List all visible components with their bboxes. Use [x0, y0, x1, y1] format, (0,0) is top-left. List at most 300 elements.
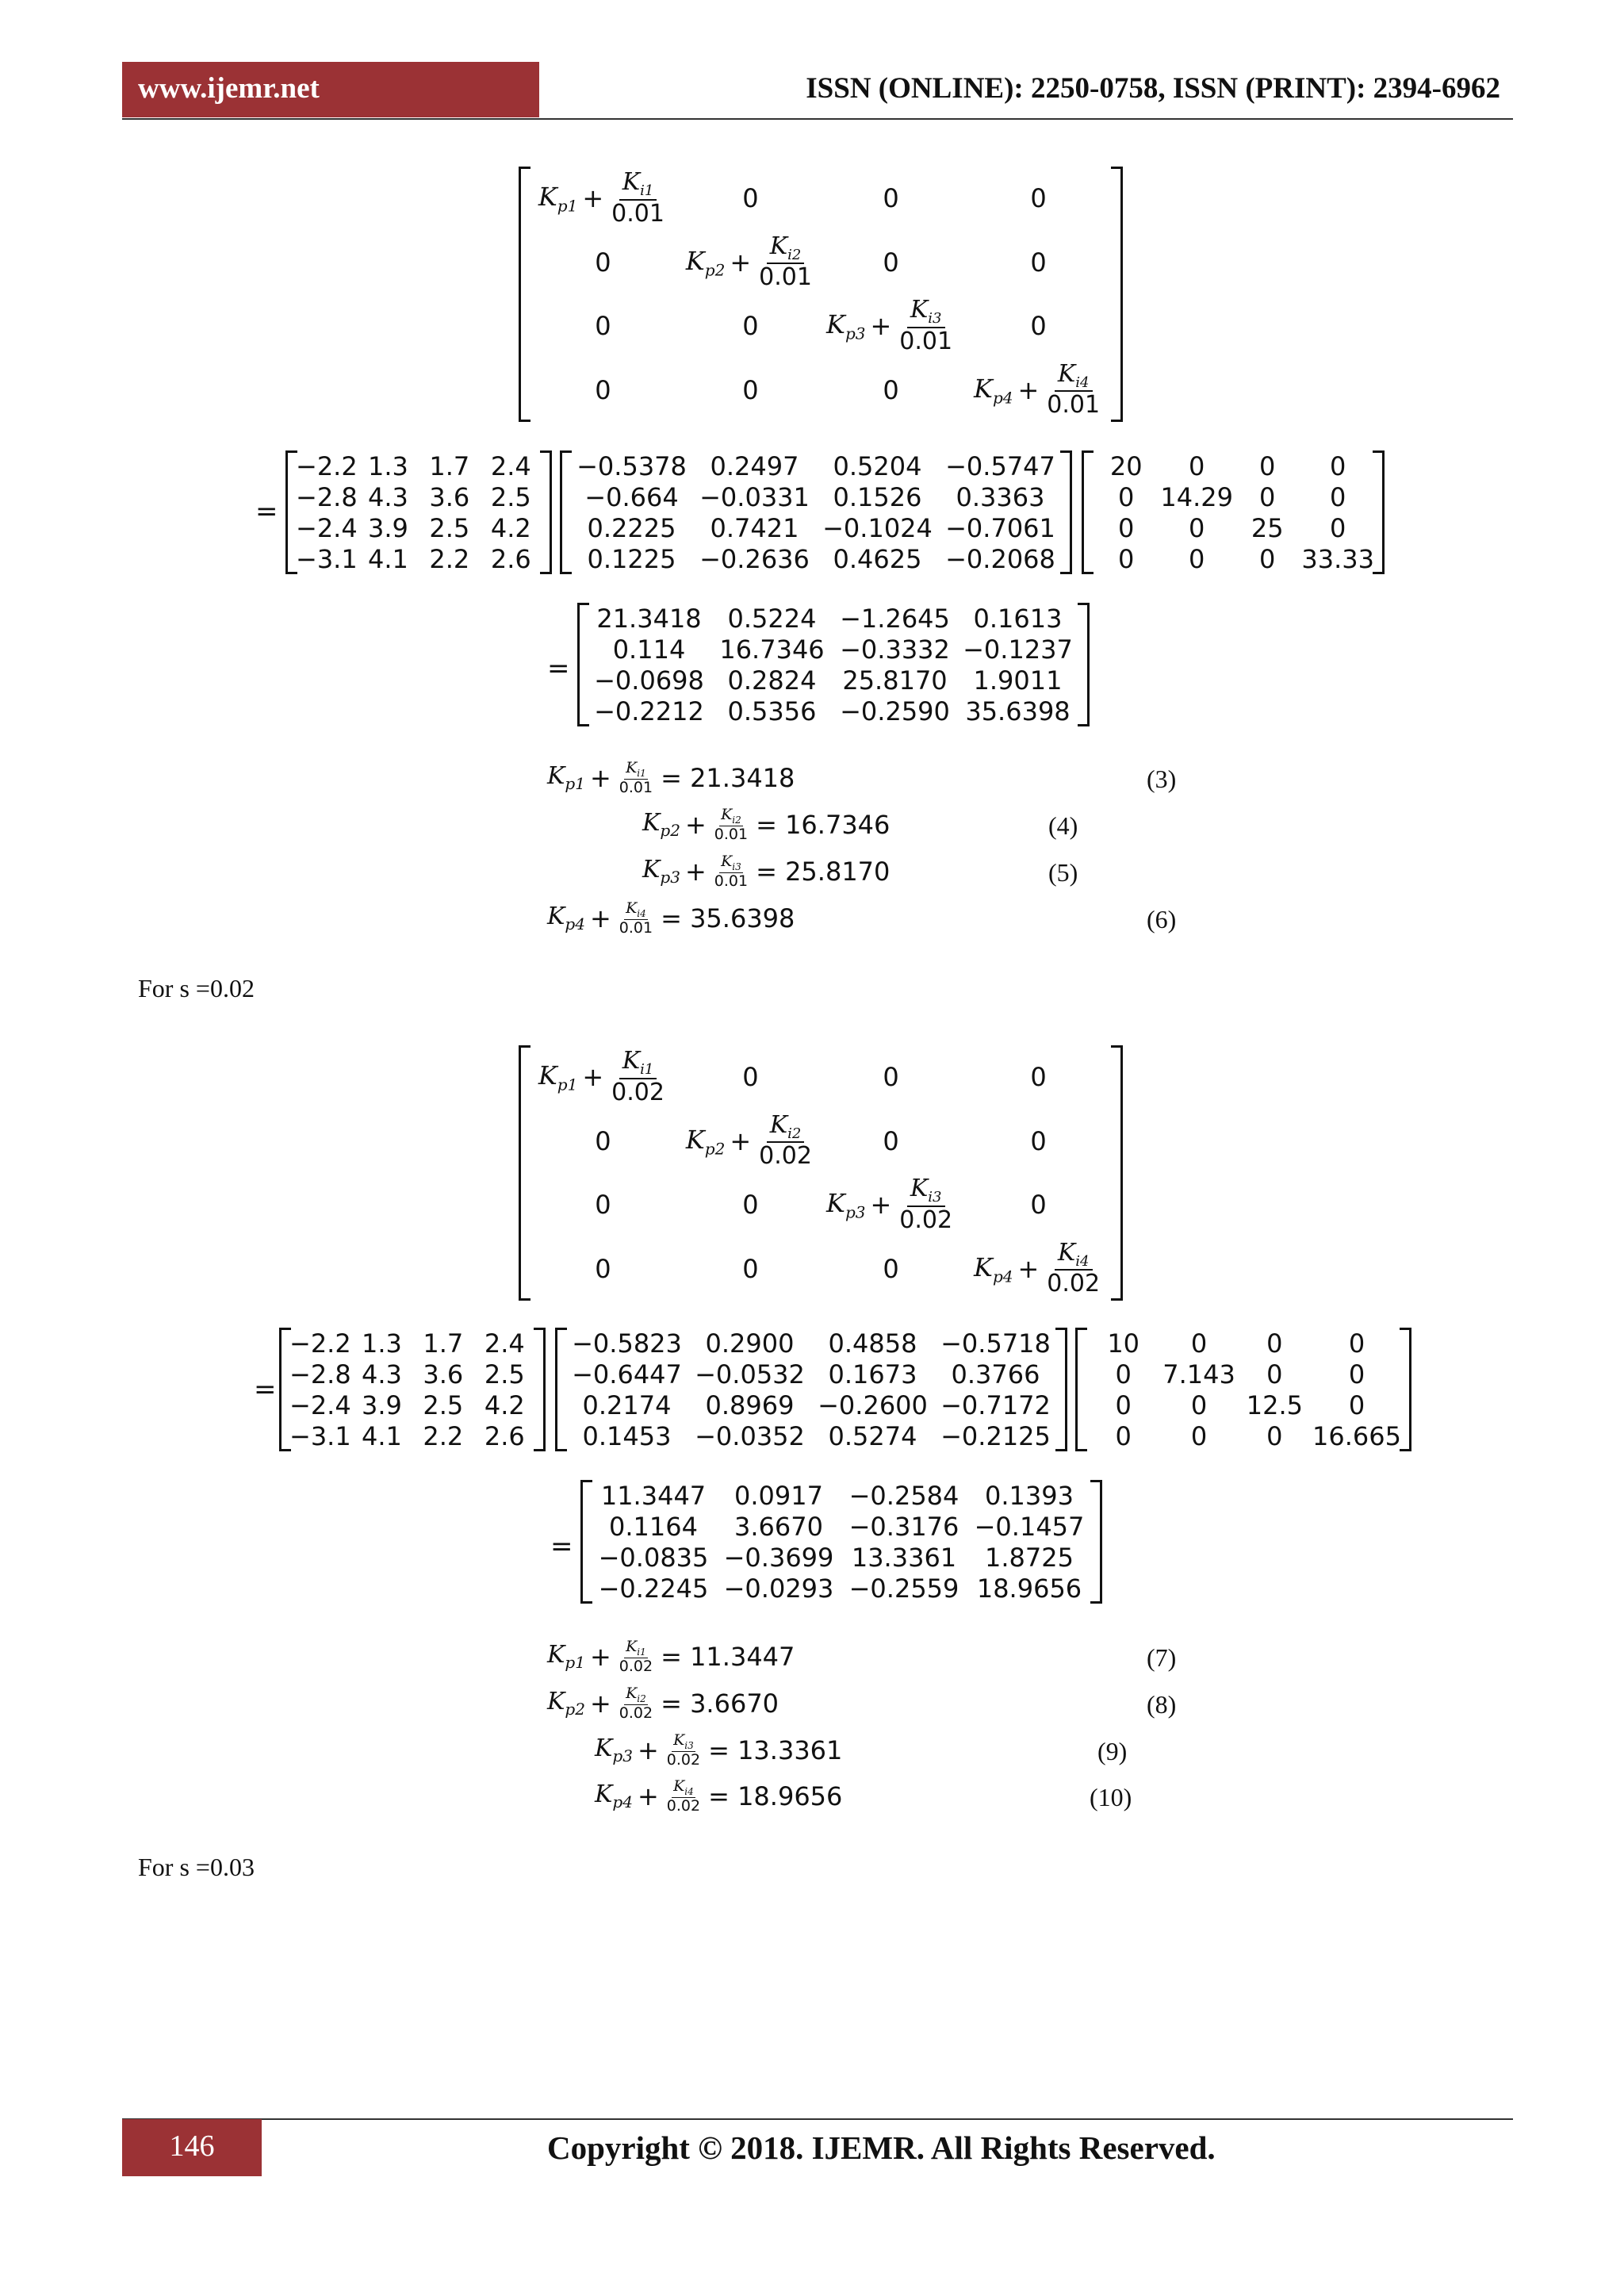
B-cell-2-0: 0.2225: [587, 512, 676, 543]
zero-entry: 0: [742, 183, 759, 214]
kp-subscript: p1: [565, 1653, 585, 1673]
A-cell-1-0: −2.8: [289, 1359, 351, 1389]
C-cell-0-2: 0: [1259, 450, 1276, 481]
C-cell-1-1: 7.143: [1162, 1359, 1235, 1389]
plus-sign: +: [582, 183, 604, 214]
A-cell-2-0: −2.4: [289, 1389, 351, 1420]
ki-symbol: K: [721, 806, 733, 823]
zero-entry: 0: [742, 374, 759, 405]
ki-subscript: i4: [637, 907, 646, 919]
ki-symbol: K: [626, 899, 638, 917]
ki-fraction: [619, 1639, 653, 1675]
result-matrix-1: [577, 603, 1090, 726]
equation-value: = 18.9656: [708, 1780, 843, 1811]
gain-cell-2-0: [526, 1173, 680, 1237]
B-cell-0-1: 0.2900: [705, 1328, 795, 1359]
R-cell-1-1: 3.6670: [734, 1511, 823, 1542]
ki-fraction: [619, 1685, 653, 1722]
R-cell-2-2: 25.8170: [842, 665, 948, 696]
plus-sign: +: [582, 1062, 604, 1093]
B-cell-1-3: 0.3766: [951, 1359, 1040, 1389]
R-cell-2-3: 1.9011: [973, 665, 1063, 696]
kp-label: [686, 246, 725, 279]
equation-1: [642, 807, 890, 843]
fraction-denominator: 0.01: [714, 825, 749, 843]
gain-cell-3-2: [821, 358, 961, 423]
kp-ki-term: [826, 297, 956, 355]
C-cell-0-2: 0: [1266, 1328, 1283, 1359]
plus-sign: +: [1017, 374, 1040, 405]
ki-symbol: K: [769, 232, 788, 260]
B-cell-3-0: 0.1453: [582, 1420, 672, 1451]
B-cell-1-1: −0.0331: [699, 481, 810, 512]
kp-label: [826, 309, 865, 343]
plus-sign: +: [730, 247, 752, 278]
kp-subscript: p3: [845, 1202, 866, 1222]
A-cell-3-1: 4.1: [367, 543, 408, 574]
zero-entry: 0: [595, 311, 611, 342]
R-cell-1-3: −0.1237: [963, 634, 1073, 665]
fraction-denominator: 0.01: [899, 327, 953, 355]
B-cell-1-0: −0.6447: [572, 1359, 682, 1389]
text-for-s-002: For s =0.02: [138, 974, 255, 1002]
plus-sign: +: [684, 809, 707, 840]
kp-symbol: K: [547, 1641, 565, 1669]
B-cell-2-2: −0.1024: [822, 512, 933, 543]
C-cell-0-0: 20: [1109, 450, 1143, 481]
R-cell-1-0: 0.1164: [609, 1511, 698, 1542]
A-cell-1-1: 4.3: [367, 481, 408, 512]
zero-entry: 0: [1030, 1062, 1047, 1093]
page-number: 146: [169, 2129, 215, 2163]
R-cell-3-1: 0.5356: [727, 696, 817, 726]
A-cell-0-3: 2.4: [484, 1328, 525, 1359]
zero-entry: 0: [883, 1125, 899, 1156]
zero-entry: 0: [1030, 1125, 1047, 1156]
ki-subscript: i2: [637, 1692, 646, 1704]
kp-subscript: p4: [992, 1266, 1013, 1286]
kp-symbol: K: [974, 1251, 993, 1282]
matrix-A-2: [279, 1328, 546, 1451]
zero-entry: 0: [1030, 247, 1047, 278]
kp-subscript: p4: [565, 914, 585, 934]
matrix-C-2: [1075, 1328, 1411, 1451]
kp-label: [974, 374, 1013, 407]
ki-subscript: i4: [1075, 374, 1090, 391]
kp-subscript: p2: [704, 259, 726, 279]
B-cell-3-1: −0.0352: [695, 1420, 805, 1451]
equation-1: [547, 1685, 779, 1722]
A-cell-0-1: 1.3: [361, 1328, 402, 1359]
ki-fraction: [611, 169, 665, 228]
kp-subscript: p1: [557, 1075, 578, 1094]
plus-sign: +: [589, 762, 611, 793]
ki-numerator: [624, 1685, 648, 1705]
kp-label: [974, 1252, 1013, 1286]
gain-cell-2-1: [680, 294, 821, 358]
matrix-A-1: [285, 450, 552, 574]
plus-sign: +: [589, 1641, 611, 1672]
equals-sign-2: =: [547, 653, 570, 684]
ki-symbol: K: [769, 1110, 788, 1139]
A-cell-2-2: 2.5: [423, 1389, 464, 1420]
A-cell-2-1: 3.9: [361, 1389, 402, 1420]
B-cell-1-3: 0.3363: [956, 481, 1045, 512]
C-cell-0-0: 10: [1107, 1328, 1140, 1359]
gain-matrix-s002: [519, 1045, 1123, 1301]
C-cell-3-0: 0: [1115, 1420, 1132, 1451]
B-cell-3-3: −0.2125: [940, 1420, 1051, 1451]
kp-label: [538, 182, 577, 215]
R-cell-1-1: 16.7346: [719, 634, 825, 665]
R-cell-3-0: −0.2212: [594, 696, 704, 726]
equals-sign-4: =: [550, 1531, 573, 1562]
C-cell-1-3: 0: [1330, 481, 1346, 512]
kp-ki-term: [538, 169, 668, 228]
gain-cell-0-1: [680, 167, 821, 231]
ki-numerator: [907, 297, 945, 328]
B-cell-0-3: −0.5718: [940, 1328, 1051, 1359]
B-cell-0-2: 0.5204: [833, 450, 922, 481]
B-cell-1-2: 0.1673: [828, 1359, 917, 1389]
kp-label: [547, 1688, 585, 1719]
fraction-denominator: 0.01: [1047, 391, 1101, 420]
ki-subscript: i3: [928, 310, 942, 328]
A-cell-0-2: 1.7: [423, 1328, 464, 1359]
R-cell-3-2: −0.2559: [848, 1573, 959, 1604]
A-cell-1-3: 2.5: [484, 1359, 525, 1389]
kp-subscript: p3: [660, 868, 680, 887]
zero-entry: 0: [883, 1253, 899, 1284]
kp-subscript: p2: [565, 1700, 585, 1719]
B-cell-3-2: 0.4625: [833, 543, 922, 574]
ki-symbol: K: [626, 1685, 638, 1702]
matrix-B-2: [555, 1328, 1067, 1451]
C-cell-0-1: 0: [1189, 450, 1205, 481]
fraction-denominator: 0.01: [611, 199, 665, 228]
kp-symbol: K: [685, 1124, 705, 1155]
ki-fraction: [611, 1048, 665, 1106]
equation-3: [595, 1778, 842, 1815]
zero-entry: 0: [1030, 1190, 1047, 1221]
B-cell-0-1: 0.2497: [710, 450, 799, 481]
equation-number: (8): [1147, 1690, 1177, 1719]
A-cell-1-1: 4.3: [361, 1359, 402, 1389]
ki-symbol: K: [673, 1777, 685, 1795]
gain-cell-1-3: [961, 1110, 1116, 1174]
equation-2: [642, 853, 890, 890]
C-cell-1-0: 0: [1118, 481, 1135, 512]
R-cell-0-1: 0.0917: [734, 1480, 823, 1511]
ki-fraction: [619, 760, 653, 796]
kp-symbol: K: [826, 309, 845, 340]
ki-numerator: [1055, 361, 1093, 393]
A-cell-3-3: 2.6: [490, 543, 531, 574]
ki-fraction: [667, 1778, 700, 1815]
kp-subscript: p1: [565, 774, 585, 794]
zero-entry: 0: [595, 1253, 611, 1284]
C-cell-2-2: 25: [1251, 512, 1284, 543]
R-cell-3-0: −0.2245: [598, 1573, 709, 1604]
kp-symbol: K: [547, 1688, 565, 1716]
matrix-B-1: [560, 450, 1072, 574]
equation-value: = 11.3447: [661, 1641, 795, 1672]
A-cell-3-2: 2.2: [429, 543, 470, 574]
kp-subscript: p2: [660, 821, 680, 841]
gain-cell-1-1: [680, 1110, 821, 1174]
kp-symbol: K: [826, 1188, 845, 1219]
C-cell-1-1: 14.29: [1160, 481, 1233, 512]
gain-cell-1-3: [961, 231, 1116, 295]
ki-numerator: [767, 233, 805, 265]
ki-numerator: [619, 1048, 657, 1079]
A-cell-0-0: −2.2: [296, 450, 358, 481]
gain-cell-0-0: [526, 1045, 680, 1110]
gain-matrix-grid: [521, 167, 1120, 422]
ki-numerator: [1055, 1240, 1093, 1271]
B-cell-3-0: 0.1225: [587, 543, 676, 574]
gain-cell-2-3: [961, 1173, 1116, 1237]
B-cell-2-2: −0.2600: [818, 1389, 928, 1420]
ki-symbol: K: [622, 168, 641, 197]
header-issn: ISSN (ONLINE): 2250-0758, ISSN (PRINT): 2394-6962: [806, 72, 1500, 105]
ki-subscript: i1: [640, 182, 654, 200]
ki-symbol: K: [1057, 1238, 1076, 1267]
R-cell-3-2: −0.2590: [840, 696, 950, 726]
C-cell-3-0: 0: [1118, 543, 1135, 574]
kp-ki-term: [686, 233, 815, 292]
kp-label: [547, 762, 585, 793]
ki-subscript: i3: [684, 1739, 694, 1751]
C-cell-0-3: 0: [1330, 450, 1346, 481]
A-cell-0-0: −2.2: [289, 1328, 351, 1359]
kp-subscript: p3: [612, 1746, 633, 1766]
A-cell-2-3: 4.2: [484, 1389, 525, 1420]
ki-numerator: [624, 760, 648, 780]
B-cell-0-0: −0.5823: [572, 1328, 682, 1359]
gain-cell-0-3: [961, 167, 1116, 231]
fraction-denominator: 0.02: [666, 1750, 701, 1769]
kp-ki-term: [686, 1112, 815, 1171]
equation-number: (7): [1147, 1643, 1177, 1672]
kp-subscript: p4: [992, 387, 1013, 407]
R-cell-0-1: 0.5224: [727, 603, 817, 634]
text-for-s-003: For s =0.03: [138, 1853, 255, 1881]
header-site: www.ijemr.net: [138, 72, 320, 105]
B-cell-3-1: −0.2636: [699, 543, 810, 574]
equation-number: (3): [1147, 765, 1177, 793]
C-cell-0-3: 0: [1348, 1328, 1365, 1359]
gain-cell-1-2: [821, 1110, 961, 1174]
R-cell-2-1: −0.3699: [723, 1542, 834, 1573]
C-cell-3-2: 0: [1259, 543, 1276, 574]
equation-0: [547, 760, 795, 796]
gain-matrix-s001: [519, 167, 1123, 422]
C-cell-1-2: 0: [1266, 1359, 1283, 1389]
ki-subscript: i2: [787, 1125, 802, 1142]
zero-entry: 0: [1030, 183, 1047, 214]
kp-symbol: K: [538, 182, 557, 213]
ki-subscript: i2: [732, 814, 741, 826]
zero-entry: 0: [883, 374, 899, 405]
gain-cell-3-2: [821, 1237, 961, 1301]
A-cell-1-2: 3.6: [429, 481, 470, 512]
copyright: Copyright © 2018. IJEMR. All Rights Reserved.: [547, 2129, 1216, 2166]
C-cell-3-3: 33.33: [1301, 543, 1374, 574]
ki-numerator: [672, 1732, 695, 1752]
equation-value: = 35.6398: [661, 903, 795, 933]
kp-symbol: K: [642, 809, 661, 838]
ki-subscript: i4: [684, 1785, 694, 1797]
fraction-denominator: 0.01: [619, 918, 653, 937]
A-cell-1-3: 2.5: [490, 481, 531, 512]
R-cell-2-2: 13.3361: [851, 1542, 957, 1573]
plus-sign: +: [870, 1190, 892, 1221]
A-cell-2-3: 4.2: [490, 512, 531, 543]
ki-subscript: i1: [637, 767, 646, 779]
zero-entry: 0: [883, 247, 899, 278]
kp-subscript: p4: [612, 1792, 633, 1812]
A-cell-2-1: 3.9: [367, 512, 408, 543]
equation-value: = 3.6670: [661, 1688, 779, 1719]
plus-sign: +: [589, 903, 611, 933]
ki-subscript: i4: [1075, 1252, 1090, 1270]
C-cell-2-2: 12.5: [1246, 1389, 1303, 1420]
gain-cell-1-0: [526, 1110, 680, 1174]
kp-ki-term: [974, 361, 1103, 420]
ki-numerator: [767, 1112, 805, 1144]
ki-numerator: [672, 1778, 695, 1798]
kp-label: [547, 903, 585, 933]
kp-symbol: K: [642, 856, 661, 884]
R-cell-2-0: −0.0835: [598, 1542, 709, 1573]
footer-rule: [122, 2118, 1513, 2120]
plus-sign: +: [684, 856, 707, 887]
fraction-denominator: 0.02: [611, 1078, 665, 1106]
fraction-denominator: 0.02: [899, 1205, 953, 1234]
ki-symbol: K: [910, 296, 929, 324]
R-cell-1-3: −0.1457: [974, 1511, 1085, 1542]
kp-label: [686, 1125, 725, 1158]
gain-cell-2-2: [821, 294, 961, 358]
kp-subscript: p3: [845, 324, 866, 343]
gain-cell-1-0: [526, 231, 680, 295]
B-cell-0-3: −0.5747: [945, 450, 1055, 481]
C-cell-3-2: 0: [1266, 1420, 1283, 1451]
A-cell-0-1: 1.3: [367, 450, 408, 481]
equation-0: [547, 1639, 795, 1675]
A-cell-0-3: 2.4: [490, 450, 531, 481]
ki-fraction: [1047, 1240, 1100, 1298]
header-rule: [122, 118, 1513, 120]
kp-label: [642, 809, 680, 840]
equation-value: = 13.3361: [708, 1734, 843, 1765]
zero-entry: 0: [1030, 311, 1047, 342]
equation-value: = 16.7346: [756, 809, 891, 840]
ki-symbol: K: [673, 1731, 685, 1749]
zero-entry: 0: [742, 1190, 759, 1221]
gain-cell-3-3: [961, 1237, 1116, 1301]
kp-ki-term: [974, 1240, 1103, 1298]
C-cell-1-0: 0: [1115, 1359, 1132, 1389]
kp-label: [595, 1780, 633, 1811]
zero-entry: 0: [742, 1062, 759, 1093]
zero-entry: 0: [742, 1253, 759, 1284]
gain-cell-3-0: [526, 1237, 680, 1301]
gain-cell-0-1: [680, 1045, 821, 1110]
R-cell-2-1: 0.2824: [727, 665, 817, 696]
equation-value: = 21.3418: [661, 762, 795, 793]
gain-cell-2-0: [526, 294, 680, 358]
B-cell-2-0: 0.2174: [582, 1389, 672, 1420]
equation-3: [547, 900, 795, 937]
equation-number: (10): [1090, 1783, 1132, 1811]
B-cell-1-2: 0.1526: [833, 481, 922, 512]
ki-symbol: K: [622, 1047, 641, 1075]
ki-numerator: [624, 900, 648, 920]
equation-number: (4): [1048, 811, 1078, 840]
C-cell-2-1: 0: [1189, 512, 1205, 543]
C-cell-3-3: 16.665: [1312, 1420, 1401, 1451]
kp-subscript: p1: [557, 196, 578, 216]
ki-numerator: [719, 853, 743, 873]
B-cell-2-3: −0.7061: [945, 512, 1055, 543]
fraction-denominator: 0.02: [759, 1142, 812, 1171]
B-cell-1-1: −0.0532: [695, 1359, 805, 1389]
result-matrix-2: [580, 1480, 1102, 1604]
ki-subscript: i2: [787, 246, 802, 263]
gain-cell-3-1: [680, 358, 821, 423]
kp-label: [595, 1734, 633, 1765]
zero-entry: 0: [595, 1190, 611, 1221]
C-cell-2-3: 0: [1348, 1389, 1365, 1420]
ki-fraction: [714, 853, 748, 890]
ki-subscript: i3: [928, 1189, 942, 1206]
gain-cell-0-2: [821, 1045, 961, 1110]
A-cell-3-2: 2.2: [423, 1420, 464, 1451]
ki-fraction: [899, 297, 952, 355]
ki-symbol: K: [910, 1175, 929, 1203]
zero-entry: 0: [742, 311, 759, 342]
C-cell-0-1: 0: [1190, 1328, 1208, 1359]
fraction-denominator: 0.01: [714, 872, 749, 890]
equation-number: (9): [1097, 1737, 1128, 1765]
equals-sign-1: =: [255, 496, 278, 527]
R-cell-2-0: −0.0698: [594, 665, 704, 696]
B-cell-3-2: 0.5274: [828, 1420, 917, 1451]
equation-value: = 25.8170: [756, 856, 891, 887]
ki-symbol: K: [1057, 359, 1076, 388]
A-cell-1-2: 3.6: [423, 1359, 464, 1389]
ki-fraction: [714, 807, 748, 843]
C-cell-1-2: 0: [1259, 481, 1276, 512]
ki-symbol: K: [626, 1638, 638, 1655]
fraction-denominator: 0.01: [619, 778, 653, 796]
matrix-C-1: [1082, 450, 1385, 574]
R-cell-0-3: 0.1393: [985, 1480, 1074, 1511]
ki-fraction: [899, 1175, 952, 1234]
ki-fraction: [759, 233, 812, 292]
kp-symbol: K: [595, 1734, 613, 1763]
B-cell-2-1: 0.7421: [710, 512, 799, 543]
R-cell-0-2: −0.2584: [848, 1480, 959, 1511]
R-cell-0-3: 0.1613: [973, 603, 1063, 634]
B-cell-2-1: 0.8969: [705, 1389, 795, 1420]
C-cell-2-0: 0: [1118, 512, 1135, 543]
R-cell-3-1: −0.0293: [723, 1573, 834, 1604]
A-cell-1-0: −2.8: [296, 481, 358, 512]
kp-symbol: K: [547, 903, 565, 931]
